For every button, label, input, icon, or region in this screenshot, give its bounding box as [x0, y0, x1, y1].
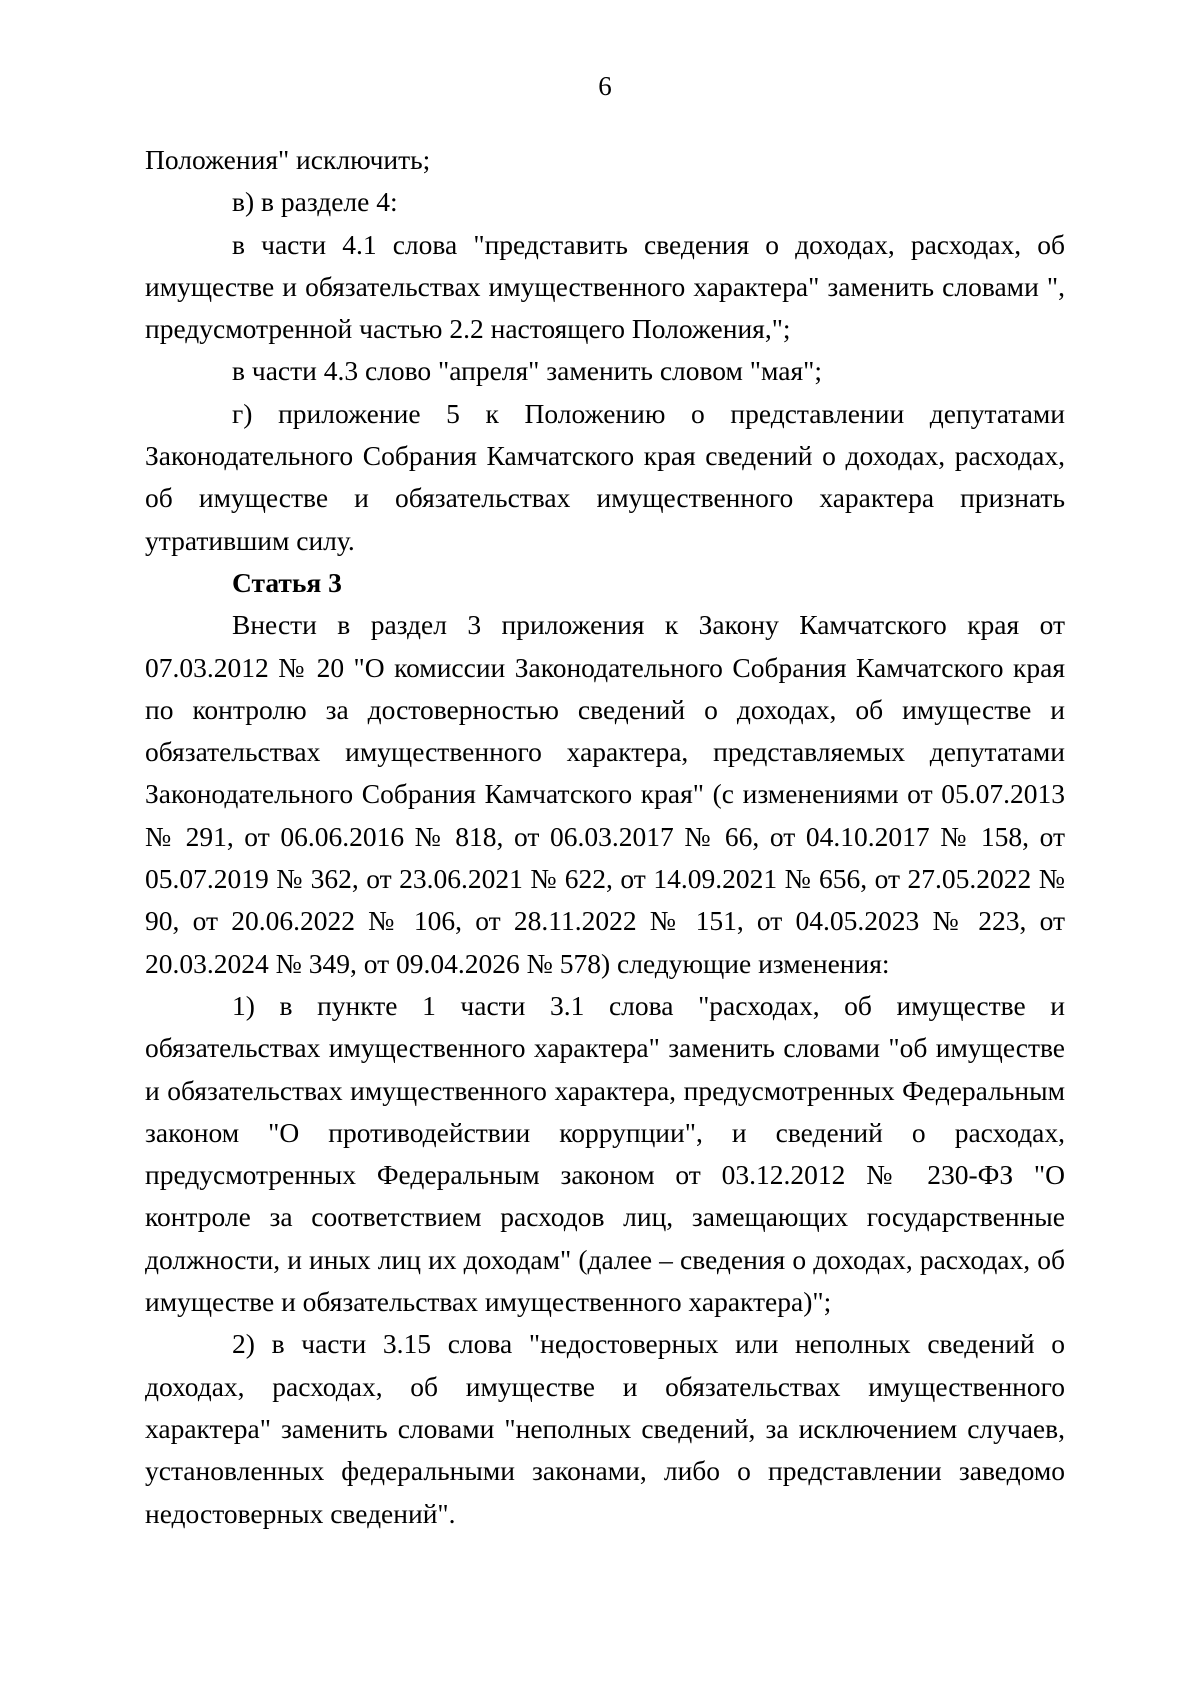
article-3-heading: Статья 3 — [232, 566, 342, 598]
paragraph-article-3-intro: Внести в раздел 3 приложения к Закону Камчатского края от 07.03.2012 № 20 "О комиссии Законодательного Собрания Камчатского края по контролю за достоверностью сведений о доходах, об имуществе и обязательствах имущественного характера, представляемых депутатами Законодательного Собрания Камчатского края" (с изменениями от 05.07.2013 № 291, от 06.06.2016 № 818, от 06.03.2017 № 66, от 04.10.2017 № 158, от 05.07.2019 № 362, от 23.06.2021 № 622, от 14.09.2021 № 656, от 27.05.2022 № 90, от 20.06.2022 № 106, от 28.11.2022 № 151, от 04.05.2023 № 223, от 20.03.2024 № 349, от 09.04.2026 № 578) следующие изменения: — [145, 609, 1065, 979]
paragraph-item-1: 1) в пункте 1 части 3.1 слова "расходах, об имуществе и обязательствах имущественного характера" заменить словами "об имуществе и обязательствах имущественного характера, предусмотренных Федеральным законом "О противодействии коррупции", и сведений о расходах, предусмотренных Федеральным законом от 03.12.2012 № 230-ФЗ "О контроле за соответствием расходов лиц, замещающих государственные должности, и иных лиц их доходам" (далее – сведения о доходах, расходах, об имуществе и обязательствах имущественного характера)"; — [145, 989, 1065, 1318]
paragraph-part-4-1: в части 4.1 слова "представить сведения о доходах, расходах, об имуществе и обязательствах имущественного характера" заменить словами ", предусмотренной частью 2.2 настоящего Положения,"; — [145, 228, 1065, 345]
paragraph-part-4-3: в части 4.3 слово "апреля" заменить словом "мая"; — [232, 355, 822, 387]
paragraph-appendix-5: г) приложение 5 к Положению о представлении депутатами Законодательного Собрания Камчатского края сведений о доходах, расходах, об имуществе и обязательствах имущественного характера признать утратившим силу. — [145, 397, 1065, 556]
paragraph-continuation: Положения" исключить; — [145, 144, 431, 175]
page-number: 6 — [598, 71, 612, 101]
document-body — [145, 139, 1065, 1535]
paragraph-section-4: в) в разделе 4: — [232, 186, 398, 218]
paragraph-item-2: 2) в части 3.15 слова "недостоверных или неполных сведений о доходах, расходах, об имуществе и обязательствах имущественного характера" заменить словами "неполных сведений, за исключением случаев, установленных федеральными законами, либо о представлении заведомо недостоверных сведений". — [145, 1328, 1065, 1529]
